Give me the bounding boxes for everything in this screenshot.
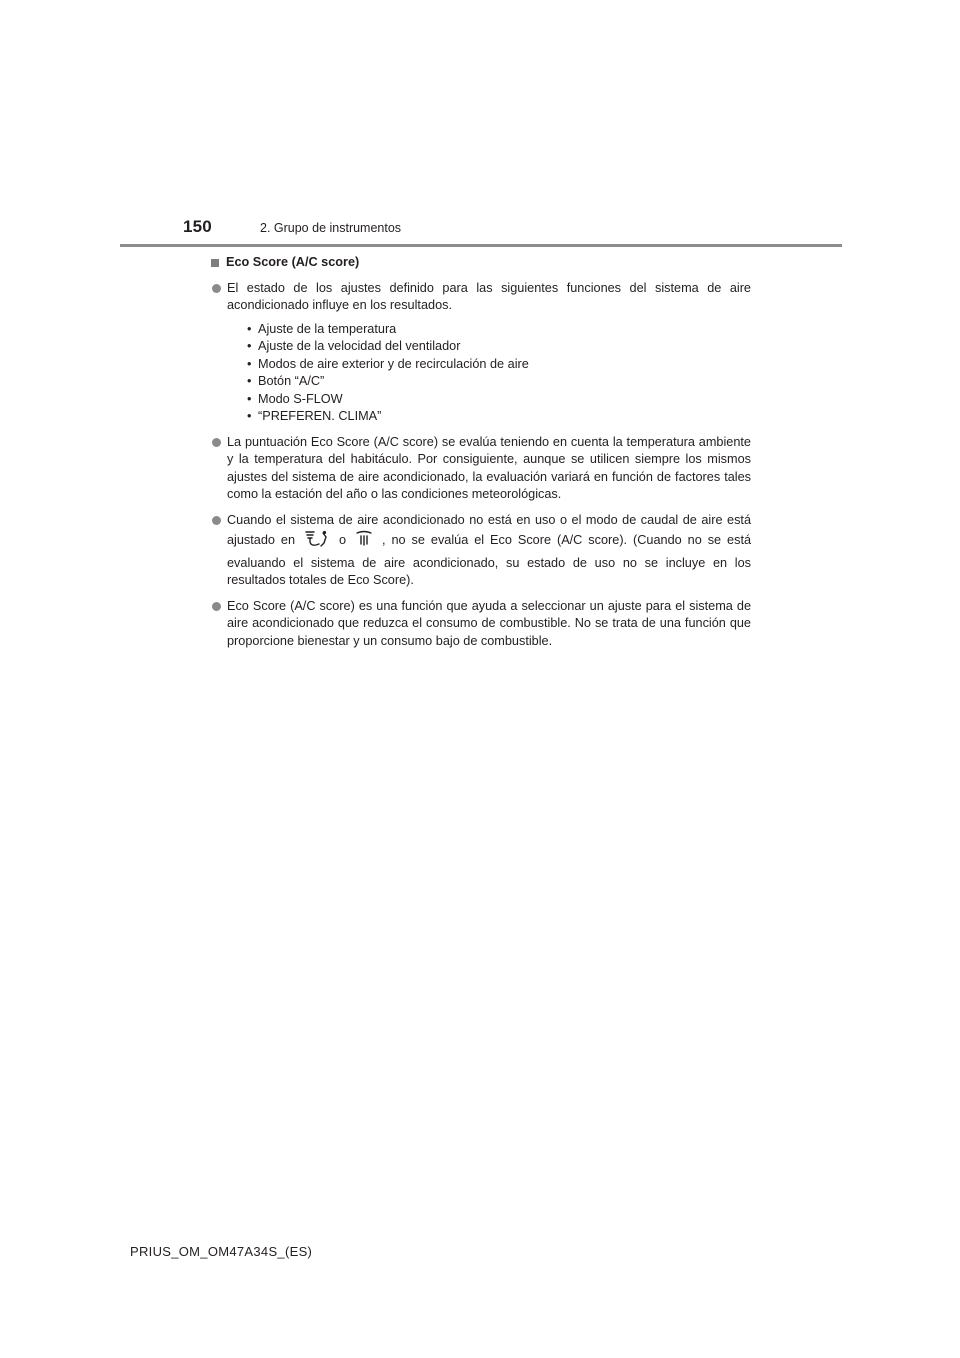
bullet-text-after: , no se evalúa el Eco Score (A/C score). (Cuando no se está evaluando el sistema de aire acondicionado, su estado de uso no se incluye en los resultados totales de Eco Score). [227,533,752,587]
round-bullet-icon [212,602,221,611]
content [211,254,751,658]
bullet-text: Eco Score (A/C score) es una función que ayuda a seleccionar un ajuste para el sistema de aire acondicionado que reduzca el consumo de combustible. No se trata de una función que proporcione bienestar y un consumo bajo de combustible. [227,598,751,648]
sub-list [227,321,751,426]
sub-list-item: • Modos de aire exterior y de recirculación de aire [247,356,751,374]
round-bullet-icon [212,284,221,293]
bullet-text-before: Cuando el sistema de aire acondicionado no está en uso o el modo de caudal de aire está ajustado en [227,512,751,547]
page-number: 150 [183,217,212,236]
airflow-windshield-icon [355,529,373,555]
section-heading-text: Eco Score (A/C score) [226,255,360,269]
round-bullet-icon [212,516,221,525]
bullet-text: El estado de los ajustes definido para las siguientes funciones del sistema de aire acondicionado influye en los resultados. [227,280,751,312]
sub-list-item: • Ajuste de la temperatura [247,321,751,339]
bullet-item [211,280,751,426]
sub-list-item: • Ajuste de la velocidad del ventilador [247,338,751,356]
header-rule [120,244,842,247]
sub-list-item: • Modo S-FLOW [247,391,751,409]
connector-text: o [338,533,347,547]
bullet-item [211,598,751,651]
sub-list-item: • Botón “A/C” [247,373,751,391]
section-heading [211,254,751,272]
footer-code: PRIUS_OM_OM47A34S_(ES) [130,1244,313,1259]
bullet-item [211,434,751,504]
airflow-feet-windshield-icon [304,529,330,555]
chapter-title: 2. Grupo de instrumentos [260,221,402,235]
bullet-item [211,512,751,590]
square-bullet-icon [211,259,219,267]
bullet-text: La puntuación Eco Score (A/C score) se evalúa teniendo en cuenta la temperatura ambiente y la temperatura del habitáculo. Por consiguiente, aunque se utilicen siempre los mismos ajustes del sistema de aire acondicionado, la evaluación variará en función de factores tales como la estación del año o las condiciones meteorológicas. [227,434,751,501]
sub-list-item: • “PREFEREN. CLIMA” [247,408,751,426]
round-bullet-icon [212,438,221,447]
